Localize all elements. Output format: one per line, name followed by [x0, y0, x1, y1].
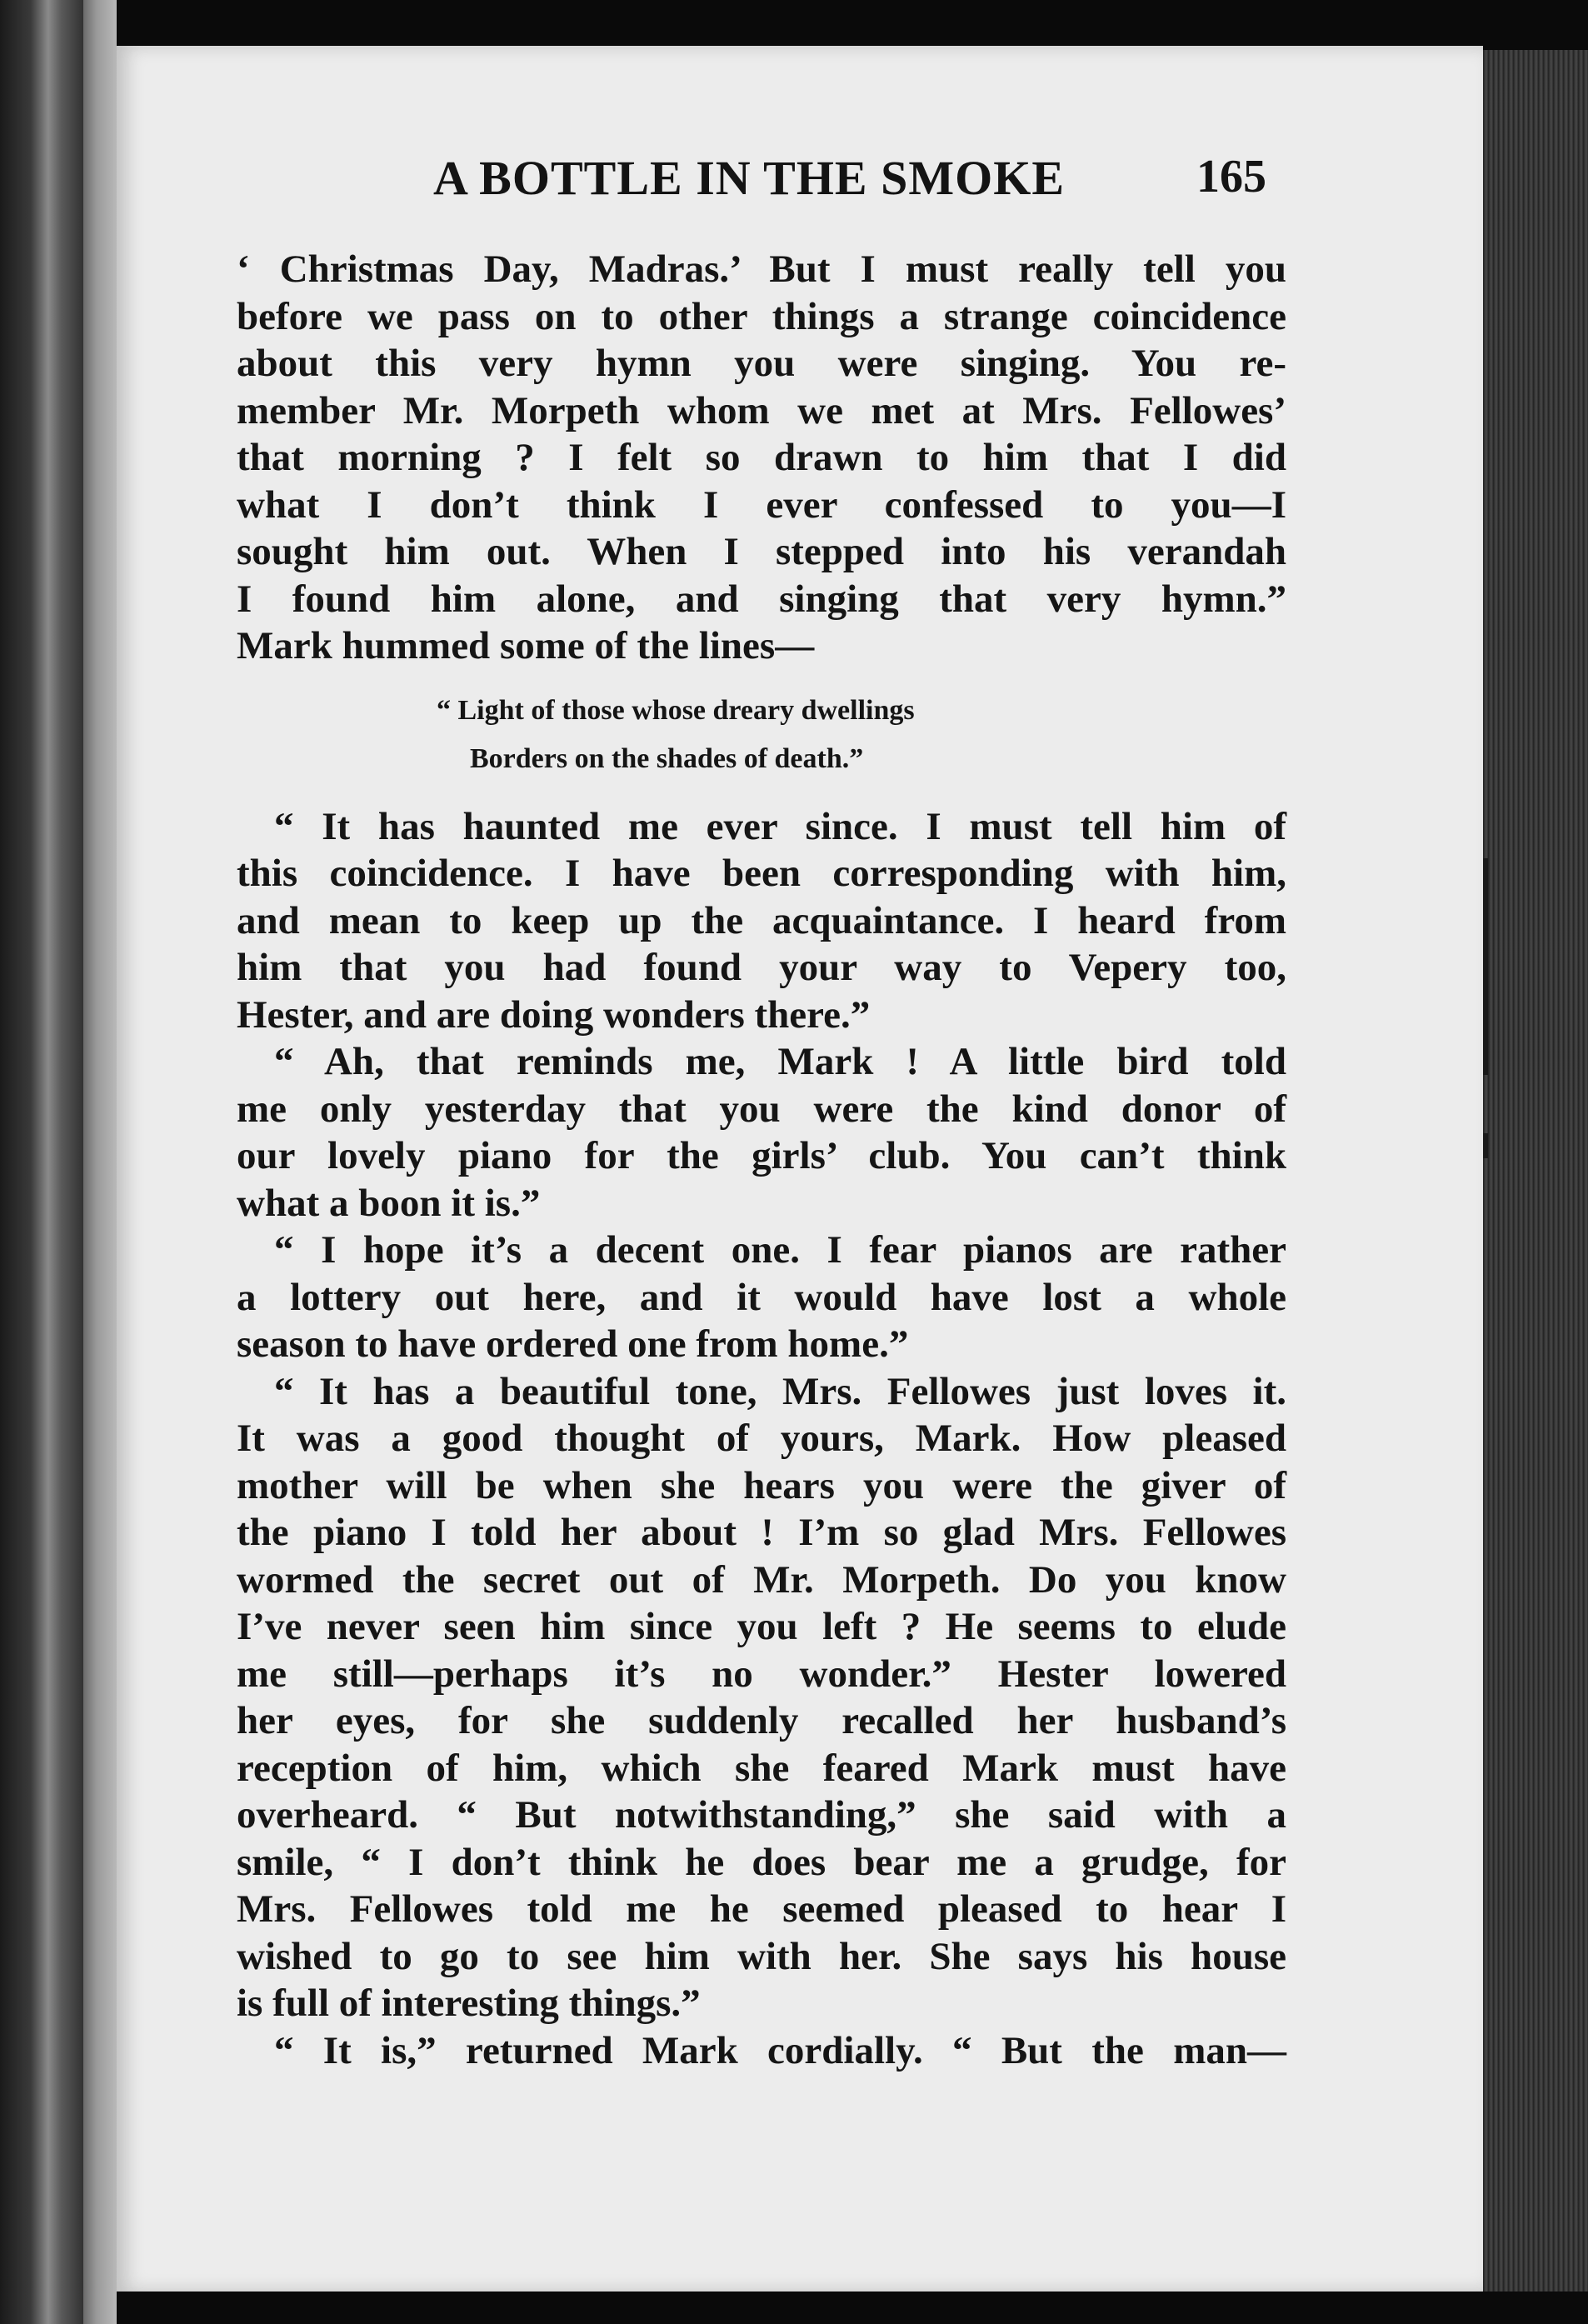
text-line: a lottery out here, and it would have lost a whole — [237, 1275, 1286, 1319]
text-line: me only yesterday that you were the kind donor of — [237, 1087, 1286, 1131]
text-line: Hester, and are doing wonders there.” — [237, 992, 871, 1037]
text-line: ‘ Christmas Day, Madras.’ But I must really tell you — [237, 247, 1286, 291]
text-line: her eyes, for she suddenly recalled her husband’s — [237, 1699, 1286, 1742]
text-line: is full of interesting things.” — [237, 1982, 701, 2025]
text-line: smile, “ I don’t think he does bear me a grudge, for — [237, 1840, 1286, 1884]
paragraph — [237, 803, 1286, 1039]
text-line: “ It has haunted me ever since. I must tell him of — [274, 804, 1286, 848]
book-spine — [0, 0, 87, 2324]
text-line: “ I hope it’s a decent one. I fear pianos are rather — [274, 1228, 1286, 1272]
text-line: Mrs. Fellowes told me he seemed pleased to hear I — [237, 1887, 1286, 1931]
text-line: him that you had found your way to Vepery too, — [237, 946, 1286, 989]
text-line: what a boon it is.” — [237, 1181, 541, 1225]
text-line: this coincidence. I have been corresponding with him, — [237, 852, 1286, 895]
text-line: “ It is,” returned Mark cordially. “ But the man— — [274, 2028, 1286, 2072]
paragraph — [237, 2027, 1286, 2075]
paragraph — [237, 1368, 1286, 2027]
running-title: A BOTTLE IN THE SMOKE — [433, 151, 1066, 205]
text-line: before we pass on to other things a strange coincidence — [237, 294, 1286, 338]
page-number: 165 — [1196, 151, 1266, 202]
text-line: season to have ordered one from home.” — [237, 1322, 909, 1366]
text-line: wished to go to see him with her. She says his house — [237, 1934, 1286, 1978]
verse-line: Borders on the shades of death.” — [470, 742, 864, 774]
text-line: It was a good thought of yours, Mark. How pleased — [237, 1417, 1286, 1460]
text-line: I’ve never seen him since you left ? He seems to elude — [237, 1605, 1286, 1648]
text-line: “ Ah, that reminds me, Mark ! A little bird told — [274, 1040, 1286, 1083]
text-line: I found him alone, and singing that very hymn.” — [237, 577, 1286, 621]
text-line: and mean to keep up the acquaintance. I heard from — [237, 898, 1286, 942]
text-line: reception of him, which she feared Mark must have — [237, 1746, 1286, 1790]
page-fore-edge — [1479, 50, 1588, 2292]
page-header — [317, 150, 1316, 225]
page-gutter — [83, 0, 117, 2324]
text-line: the piano I told her about ! I’m so glad Mrs. Fellowes — [237, 1511, 1286, 1554]
text-line: sought him out. When I stepped into his verandah — [237, 530, 1286, 573]
text-line: member Mr. Morpeth whom we met at Mrs. Fellowes’ — [237, 388, 1286, 432]
text-line: what I don’t think I ever confessed to you—I — [237, 482, 1286, 527]
body-text — [237, 246, 1286, 2074]
text-line: overheard. “ But notwithstanding,” she said with a — [237, 1793, 1286, 1837]
text-line: about this very hymn you were singing. You re- — [237, 342, 1286, 385]
text-line: wormed the secret out of Mr. Morpeth. Do you know — [237, 1557, 1286, 1602]
paragraph — [237, 246, 1286, 670]
text-line: mother will be when she hears you were the giver of — [237, 1463, 1286, 1507]
text-line: that morning ? I felt so drawn to him that I did — [237, 436, 1286, 479]
verse-quote — [237, 687, 1286, 783]
paragraph — [237, 1227, 1286, 1368]
text-line: me still—perhaps it’s no wonder.” Hester lowered — [237, 1652, 1286, 1696]
verse-line: “ Light of those whose dreary dwellings — [437, 694, 915, 726]
paragraph — [237, 1038, 1286, 1227]
text-line: our lovely piano for the girls’ club. You can’t think — [237, 1134, 1286, 1177]
text-line: “ It has a beautiful tone, Mrs. Fellowes just loves it. — [274, 1369, 1286, 1413]
text-line: Mark hummed some of the lines— — [237, 624, 815, 667]
